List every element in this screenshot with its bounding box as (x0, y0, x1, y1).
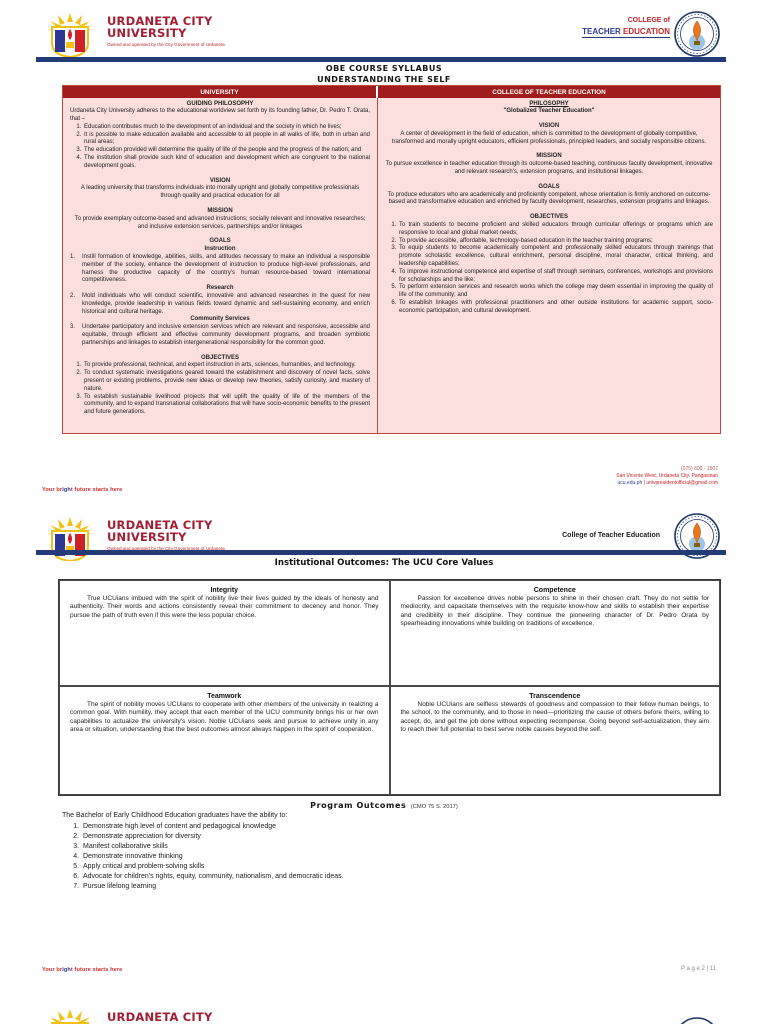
header-divider-bar (36, 57, 726, 62)
page-number: P a g e 2 | 11 (680, 966, 716, 972)
core-value-text: Passion for excellence drives noble persons to shine in their chosen craft. They do not settle for mediocrity, and capacitate themselves with the requisite know-how and skills to establish their expertise and credibility in their discipline. They continue the pioneering character of Dr. Pedro Orata by spearheading innovations while building on traditions of excellence. (400, 595, 709, 627)
footer-tagline: Your bright future starts here (42, 487, 123, 493)
college-mission-text: To pursue excellence in teacher education through its outcome-based teaching, continuous faculty development, innovative and relevant research's, extension programs, and institutional linkages. (385, 161, 713, 176)
core-value-cell-transcendence (390, 686, 721, 795)
university-mission-heading: MISSION (207, 208, 233, 215)
core-value-title: Transcendence (529, 693, 581, 700)
list-item: 6. Advocate for children's rights, equity, community, nationalism, and democratic ideas. (81, 872, 686, 882)
list-item: 1. To train students to become proficient and skilled educators through curricular offerings or programs which are responsive to local and global market needs; (398, 222, 713, 238)
guiding-philosophy-list (70, 124, 370, 171)
vmgo-table-header-row (63, 86, 720, 98)
program-outcomes-list (66, 822, 686, 892)
list-item: 4. To improve instructional competence and expertise of staff through seminars, conferences, workshops and provisions for scholarships and the like; (398, 269, 713, 285)
footer-phone: (075) 600 - 1507 (681, 466, 718, 472)
guiding-philosophy-heading: GUIDING PHILOSOPHY (186, 100, 254, 107)
doc-title-line2: UNDERSTANDING THE SELF (317, 75, 451, 84)
university-name-line1: URDANETA CITY (107, 14, 213, 28)
core-value-cell-teamwork (59, 686, 390, 795)
college-objectives-list (385, 222, 713, 316)
core-value-title: Teamwork (207, 693, 242, 700)
list-item: 1. To provide professional, technical, and expert instruction in arts, sciences, humanities, and technology. (83, 362, 370, 370)
university-name-line2: UNIVERSITY (107, 529, 187, 544)
goal-item: 2. Mold individuals who will conduct scientific, innovative and advanced researches in the quest for new knowledge, provide leadership in various fields toward dynamic and self-sustaining economy, and enrich historical and cultural heritage. (70, 293, 370, 315)
guiding-philosophy-intro: Urdaneta City University adheres to the educational worldview set forth by its founding father, Dr. Pedro T. Orata, that – (70, 108, 370, 123)
college-vision-text: A center of development in the field of education, which is committed to the development of globally competitive, transformed and morally upright educators, efficient professionals, principled leaders, and socially responsible citizens. (391, 130, 707, 145)
list-item: 7. Pursue lifelong learning (81, 882, 686, 892)
college-seal-icon (674, 11, 720, 57)
vmgo-table (62, 85, 721, 434)
college-goals-text: To produce educators who are academically and proficiently competent, whose orientation is firmly anchored on outcome-based and transformative education and enriched by faculty development, researches, extension programs and linkages. (387, 191, 711, 206)
list-item: 5. Apply critical and problem-solving skills (81, 862, 686, 872)
vmgo-header-university: UNIVERSITY (63, 86, 378, 98)
list-item: 6. To establish linkages with professional practitioners and other outside institutions for academic support, socio-economic participation, and cultural development. (398, 300, 713, 316)
goal-subheading: Research (206, 285, 234, 292)
list-item: 3. To establish sustainable livelihood projects that will uplift the quality of life of the members of the community, and to expand transnational collaborations that will have socio-economic benefits to the present and future generations. (83, 394, 370, 417)
list-item: 4. The institution shall provide such kind of education and development which are congruent to the national development goals. (83, 155, 370, 171)
core-value-cell-integrity (59, 580, 390, 686)
list-item: 3. To equip students to become academically competent and professionally skilled educators through trainings that promote scholastic excellence, cultural enrichment, personal discipline, moral character, critical thinking, and leadership capabilities; (398, 245, 713, 268)
core-value-text: Noble UCUians are selfless stewards of goodness and compassion to their fellow human beings, to the school, to the community, and to those in need—prioritizing the cause of others before theirs, willing to accept, do, and get the job done without expecting recompense. Going beyond self-actualization, they aim to reach their full potential to best serve noble causes beyond the self. (400, 701, 709, 733)
college-label: College of Teacher Education (562, 532, 660, 539)
university-logo-icon (38, 1009, 102, 1024)
vmgo-college-cell (378, 98, 720, 433)
list-item: 2. To conduct systematic investigations geared toward the establishment and discovery of novel facts, solve present or existing problems, provide new ideas or develop new theories, satisfy curiosity, and mastery of nature. (83, 370, 370, 393)
list-item: 4. Demonstrate innovative thinking (81, 852, 686, 862)
program-outcomes-intro: The Bachelor of Early Childhood Education graduates have the ability to: (62, 812, 288, 819)
college-wordmark (548, 17, 670, 38)
list-item: 3. Manifest collaborative skills (81, 842, 686, 852)
goal-subheading: Community Services (190, 316, 250, 323)
syllabus-page-1 (0, 0, 768, 504)
university-goals-heading: GOALS (209, 238, 231, 245)
doc-title-line1: OBE COURSE SYLLABUS (325, 64, 443, 73)
goal-item: 3. Undertake participatory and inclusive extension services which are relevant and responsive, accessible and equitable, through efficient and effective community development programs, and broaden symbiotic partnerships and linkages to establish intergenerational responsibility for the common good. (70, 324, 370, 346)
footer-email: univpresidentofficial@gmail.com (646, 480, 718, 486)
footer-tagline: Your bright future starts here (42, 967, 123, 973)
footer-web-email: ucu.edu.ph | univpresidentofficial@gmail.com (617, 480, 718, 486)
list-item: 2. To provide accessible, affordable, technology-based education in the teacher training programs; (398, 238, 713, 246)
core-values-table (58, 579, 721, 796)
university-vision-text: A leading university that transforms individuals into morally upright and globally competitive professionals through quality and practical education for all (80, 185, 360, 200)
core-values-title: Institutional Outcomes: The UCU Core Values (274, 558, 494, 568)
university-subtitle: Owned and operated by the City Government of Urdaneta (107, 41, 225, 47)
college-philosophy-text: "Globalized Teacher Education" (503, 108, 595, 115)
university-logo-icon (38, 13, 102, 57)
college-vision-heading: VISION (538, 123, 560, 130)
college-goals-heading: GOALS (538, 183, 560, 190)
goal-item: 1. Instill formation of knowledge, abilities, skills, and attitudes necessary to make an individual a responsible member of the society, enhance the development of instruction to produce high-level professionals, and harness the productive capacity of the country's human resource-based toward international competitiveness. (70, 254, 370, 284)
program-outcomes-note: (CMO 75 S. 2017) (410, 804, 458, 810)
university-subtitle: Owned and operated by the City Government of Urdaneta (107, 545, 225, 551)
university-name-line2: UNIVERSITY (107, 25, 187, 40)
core-value-cell-competence (390, 580, 721, 686)
university-objectives-list (70, 362, 370, 417)
college-mission-heading: MISSION (536, 153, 562, 160)
university-mission-text: To provide exemplary outcome-based and advanced instructions; socially relevant and innovative researches; and inclusive extension services, partnerships and/or linkages (74, 215, 366, 230)
core-value-text: True UCUians imbued with the spirit of nobility live their lives guided by the ideals of honesty and authenticity. Their words and actions consistently reveal their commitment to decency and honor. They pursue the path of truth even if this were the less popular choice. (70, 595, 379, 619)
footer-contact-block (616, 466, 718, 487)
vmgo-university-cell (63, 98, 378, 433)
list-item: 1. Education contributes much to the development of an individual and the society in which he lives; (83, 124, 370, 132)
header-divider-bar (36, 550, 726, 555)
university-header (38, 13, 225, 57)
college-objectives-heading: OBJECTIVES (529, 214, 568, 221)
college-seal-icon (674, 1017, 720, 1024)
core-value-title: Integrity (210, 587, 239, 594)
core-value-text: The spirit of nobility moves UCUians to cooperate with other members of the university in realizing a common goal. With humility, they accept that each member of the UCU community brings his or her own capabilities to actualize the university's vision. Noble UCUians seek and pursue to achieve unity in any area or situation, understanding that the best outcomes almost always happen in the spirit of cooperation. (70, 701, 379, 733)
list-item: 3. The education provided will determine the quality of life of the people and the progress of the nation; and (83, 147, 370, 155)
syllabus-page-3-partial (0, 1003, 768, 1024)
list-item: 2. It is possible to make education available and accessible to all people in all walks of life, both in urban and rural areas; (83, 132, 370, 148)
college-philosophy-heading: PHILOSOPHY (529, 100, 569, 107)
university-objectives-heading: OBJECTIVES (200, 354, 239, 361)
university-name-line1: URDANETA CITY (107, 1010, 213, 1024)
program-outcomes-heading: Program Outcomes (CMO 75 S. 2017) (310, 801, 458, 810)
footer-address: San Vicente West, Urdaneta City, Pangasinan (616, 473, 718, 479)
university-vision-heading: VISION (209, 177, 231, 184)
footer-website: ucu.edu.ph (617, 480, 643, 486)
core-value-title: Competence (533, 587, 576, 594)
university-name-line1: URDANETA CITY (107, 518, 213, 532)
syllabus-page-2 (0, 505, 768, 1002)
list-item: 5. To perform extension services and research works which the college may deem essential in improving the quality of life of the community; and (398, 284, 713, 300)
list-item: 1. Demonstrate high level of content and pedagogical knowledge (81, 822, 686, 832)
college-wordmark-line2: TEACHER EDUCATION (582, 26, 670, 36)
vmgo-header-college: COLLEGE OF TEACHER EDUCATION (378, 86, 720, 98)
goal-subheading: Instruction (204, 246, 236, 253)
university-header (38, 1009, 212, 1024)
list-item: 2. Demonstrate appreciation for diversity (81, 832, 686, 842)
college-wordmark-line1: COLLEGE of (627, 17, 670, 24)
